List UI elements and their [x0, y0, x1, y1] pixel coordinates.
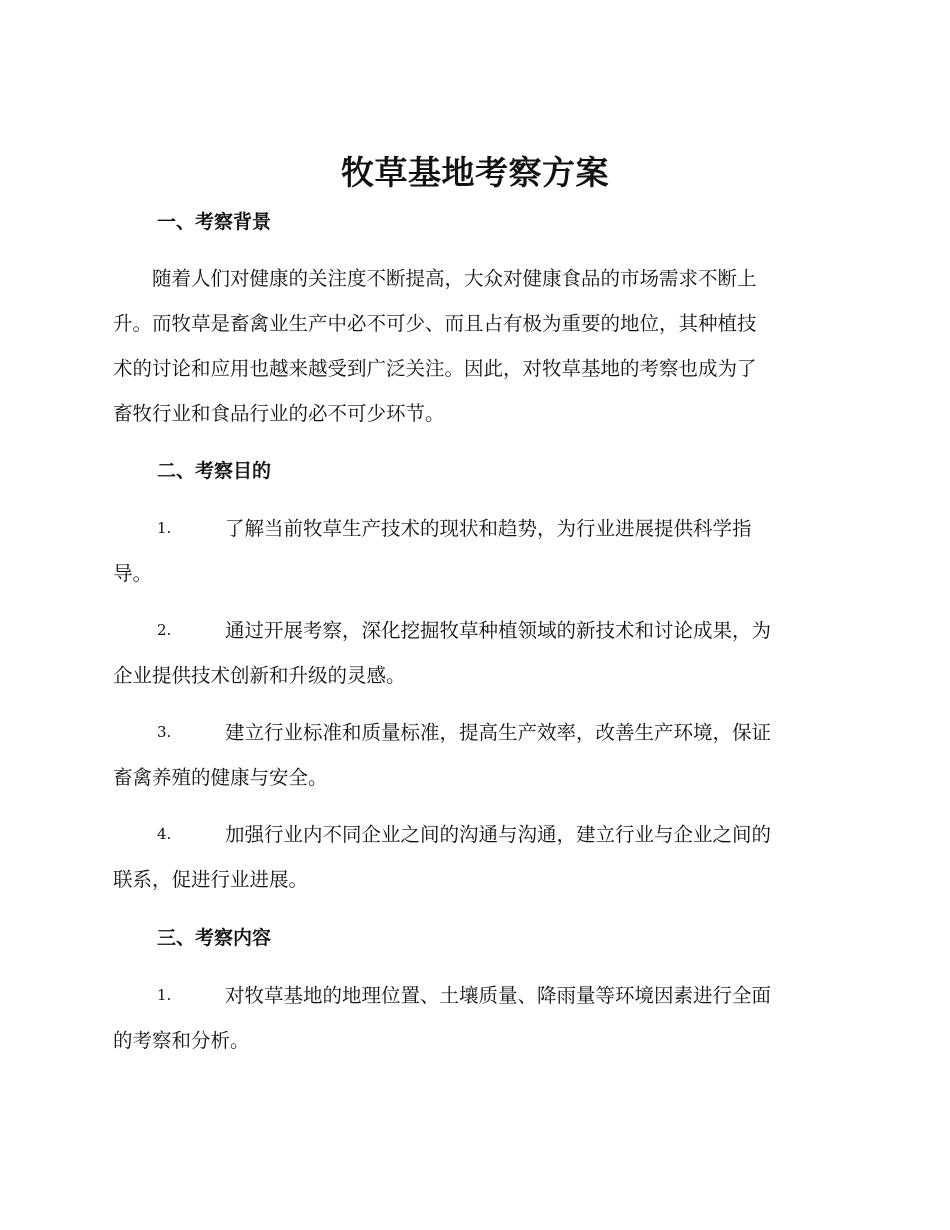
list-item-continuation: 联系，促进行业进展。 [113, 868, 309, 891]
document-title: 牧草基地考察方案 [341, 153, 609, 192]
paragraph-line: 畜牧行业和食品行业的必不可少环节。 [113, 402, 445, 425]
section-heading-content: 三、考察内容 [157, 927, 272, 949]
list-item [113, 812, 835, 902]
list-item [113, 710, 835, 800]
section-heading-background: 一、考察背景 [157, 211, 272, 233]
list-item-number: 3. [157, 723, 172, 741]
list-item [113, 506, 835, 596]
list-item-number: 4. [157, 825, 172, 843]
list-item-text: 通过开展考察，深化挖掘牧草种植领域的新技术和讨论成果，为 [225, 619, 772, 642]
list-item-continuation: 企业提供技术创新和升级的灵感。 [113, 664, 406, 687]
list-item-number: 1. [157, 519, 172, 537]
list-item-text: 了解当前牧草生产技术的现状和趋势，为行业进展提供科学指 [225, 517, 752, 540]
list-item-text: 建立行业标准和质量标准，提高生产效率，改善生产环境，保证 [225, 721, 772, 744]
paragraph-line: 随着人们对健康的关注度不断提高，大众对健康食品的市场需求不断上 [152, 267, 757, 290]
paragraph-line: 术的讨论和应用也越来越受到广泛关注。因此，对牧草基地的考察也成为了 [113, 357, 757, 380]
background-paragraph [113, 256, 835, 436]
list-item-continuation: 的考察和分析。 [113, 1029, 250, 1052]
list-item-continuation: 导。 [113, 562, 153, 585]
list-item-text: 对牧草基地的地理位置、土壤质量、降雨量等环境因素进行全面 [225, 984, 772, 1007]
paragraph-line: 升。而牧草是畜禽业生产中必不可少、而且占有极为重要的地位，其种植技 [113, 312, 757, 335]
list-item [113, 973, 835, 1063]
section-heading-purpose: 二、考察目的 [157, 460, 272, 482]
list-item-text: 加强行业内不同企业之间的沟通与沟通，建立行业与企业之间的 [225, 823, 772, 846]
list-item-continuation: 畜禽养殖的健康与安全。 [113, 766, 328, 789]
list-item-number: 2. [157, 621, 172, 639]
list-item [113, 608, 835, 698]
list-item-number: 1. [157, 986, 172, 1004]
